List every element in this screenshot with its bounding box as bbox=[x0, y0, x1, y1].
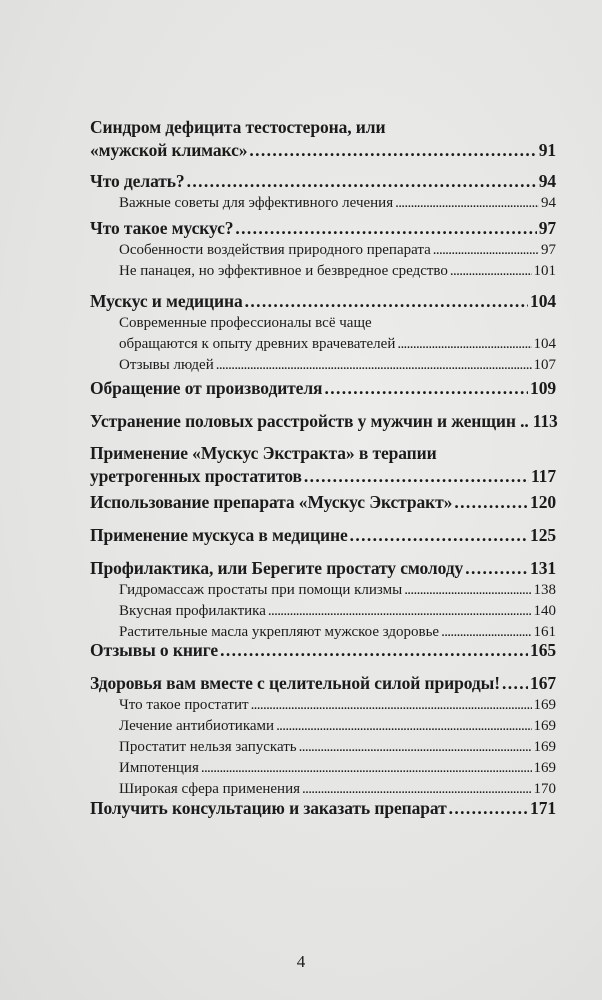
toc-row bbox=[90, 557, 556, 580]
dot-leader bbox=[299, 737, 532, 758]
toc-row bbox=[119, 758, 556, 779]
toc-title-line: Применение «Мускус Экстракта» в терапии bbox=[90, 443, 437, 463]
dot-leader bbox=[465, 557, 528, 580]
dot-leader bbox=[251, 695, 532, 716]
toc-title: уретрогенных простатитов bbox=[90, 466, 302, 486]
toc-page: 113 bbox=[532, 411, 558, 431]
toc-title: Мускус и медицина bbox=[90, 291, 243, 311]
dot-leader bbox=[304, 465, 529, 488]
dot-leader bbox=[220, 639, 528, 662]
toc-row bbox=[119, 193, 556, 214]
toc-row bbox=[119, 716, 556, 737]
toc-title: Особенности воздействия природного препарата bbox=[119, 242, 431, 258]
dot-leader bbox=[201, 758, 532, 779]
dot-leader bbox=[276, 716, 531, 737]
toc-title: «мужской климакс» bbox=[90, 140, 248, 160]
toc-page: 165 bbox=[530, 640, 556, 660]
toc-row bbox=[90, 217, 556, 240]
dot-leader bbox=[216, 355, 532, 376]
toc-title: Растительные масла укрепляют мужское здоровье bbox=[119, 624, 440, 640]
toc-page: 97 bbox=[541, 242, 556, 258]
dot-leader bbox=[397, 334, 531, 355]
toc-title: Важные советы для эффективного лечения bbox=[119, 195, 394, 211]
dot-leader bbox=[187, 170, 537, 193]
toc-row bbox=[119, 355, 556, 376]
toc-title: Отзывы людей bbox=[119, 357, 214, 373]
toc-entry bbox=[90, 639, 556, 662]
dot-leader bbox=[249, 139, 536, 162]
toc-row bbox=[90, 290, 556, 313]
toc-title: обращаются к опыту древних врачевателей bbox=[119, 336, 396, 352]
toc-title: Не панацея, но эффективное и безвредное средство bbox=[119, 263, 448, 279]
toc-row bbox=[90, 410, 556, 433]
toc-page: 120 bbox=[530, 492, 556, 512]
toc-page: 94 bbox=[538, 171, 556, 191]
toc-row bbox=[119, 737, 556, 758]
toc-page: 107 bbox=[533, 357, 556, 373]
toc-page: 140 bbox=[533, 603, 556, 619]
dot-leader bbox=[395, 193, 539, 214]
toc-page: 104 bbox=[533, 336, 556, 352]
toc-row bbox=[90, 491, 556, 514]
toc-row bbox=[119, 334, 556, 355]
toc-page: 171 bbox=[530, 798, 556, 818]
dot-leader bbox=[235, 217, 536, 240]
toc-title: Получить консультацию и заказать препарат bbox=[90, 798, 447, 818]
toc-entry bbox=[90, 377, 556, 400]
toc-page: 104 bbox=[530, 291, 556, 311]
dot-leader bbox=[350, 524, 528, 547]
toc-title: Использование препарата «Мускус Экстракт» bbox=[90, 492, 453, 512]
toc-row bbox=[119, 261, 556, 282]
toc-page: 169 bbox=[533, 760, 556, 776]
dot-leader bbox=[245, 290, 528, 313]
toc-entry bbox=[90, 797, 556, 820]
toc-title: Что такое простатит bbox=[119, 697, 249, 713]
toc-entry bbox=[90, 442, 556, 488]
toc-page: 94 bbox=[541, 195, 556, 211]
toc-row bbox=[119, 695, 556, 716]
toc-page: 91 bbox=[538, 140, 556, 160]
toc-row bbox=[119, 580, 556, 601]
toc-title: Профилактика, или Берегите простату смолоду bbox=[90, 558, 464, 578]
toc-page: 169 bbox=[533, 739, 556, 755]
toc-row bbox=[90, 672, 556, 695]
toc-entry bbox=[90, 410, 556, 433]
toc-title: Лечение антибиотиками bbox=[119, 718, 275, 734]
toc-page: 117 bbox=[531, 466, 556, 486]
dot-leader bbox=[454, 491, 528, 514]
toc-row bbox=[119, 601, 556, 622]
toc-title-line: Синдром дефицита тестостерона, или bbox=[90, 117, 386, 137]
toc-row bbox=[90, 465, 556, 488]
toc-row bbox=[90, 139, 556, 162]
dot-leader bbox=[449, 797, 528, 820]
dot-leader bbox=[268, 601, 532, 622]
toc-entry bbox=[90, 491, 556, 514]
toc-entry bbox=[90, 290, 556, 376]
toc-title-line: Современные профессионалы всё чаще bbox=[119, 315, 372, 331]
toc-title: Что такое мускус? bbox=[90, 218, 234, 238]
toc-title: Что делать? bbox=[90, 171, 185, 191]
toc-title: Устранение половых расстройств у мужчин и женщин .. bbox=[90, 411, 529, 431]
toc-title: Простатит нельзя запускать bbox=[119, 739, 297, 755]
toc-title: Вкусная профилактика bbox=[119, 603, 266, 619]
toc-page: 161 bbox=[533, 624, 556, 640]
toc-page: 97 bbox=[538, 218, 556, 238]
toc-page: 169 bbox=[533, 718, 556, 734]
toc-page: 101 bbox=[533, 263, 556, 279]
dot-leader bbox=[502, 672, 528, 695]
toc-page: 109 bbox=[530, 378, 556, 398]
toc-row bbox=[90, 797, 556, 820]
toc-page: 167 bbox=[530, 673, 556, 693]
toc-page: 169 bbox=[533, 697, 556, 713]
toc-page: 131 bbox=[530, 558, 556, 578]
dot-leader bbox=[450, 261, 532, 282]
toc-title: Гидромассаж простаты при помощи клизмы bbox=[119, 582, 403, 598]
toc-page: 125 bbox=[530, 525, 556, 545]
dot-leader bbox=[404, 580, 531, 601]
toc-title: Здоровья вам вместе с целительной силой природы! bbox=[90, 673, 500, 693]
toc-row bbox=[90, 639, 556, 662]
dot-leader bbox=[324, 377, 528, 400]
toc-entry bbox=[90, 116, 556, 162]
toc-row bbox=[90, 170, 556, 193]
toc-title: Обращение от производителя bbox=[90, 378, 323, 398]
toc-entry bbox=[90, 557, 556, 643]
toc-entry bbox=[90, 170, 556, 214]
toc-entry bbox=[90, 217, 556, 282]
toc-title: Применение мускуса в медицине bbox=[90, 525, 348, 545]
toc-row bbox=[119, 240, 556, 261]
toc-page: 170 bbox=[533, 781, 556, 797]
toc-title: Отзывы о книге bbox=[90, 640, 219, 660]
toc-row bbox=[90, 377, 556, 400]
toc-entry bbox=[90, 524, 556, 547]
toc-title: Широкая сфера применения bbox=[119, 781, 300, 797]
dot-leader bbox=[433, 240, 539, 261]
toc-title: Импотенция bbox=[119, 760, 199, 776]
toc-page: 138 bbox=[533, 582, 556, 598]
toc-row bbox=[90, 524, 556, 547]
toc-entry bbox=[90, 672, 556, 800]
page-number: 4 bbox=[296, 952, 306, 971]
